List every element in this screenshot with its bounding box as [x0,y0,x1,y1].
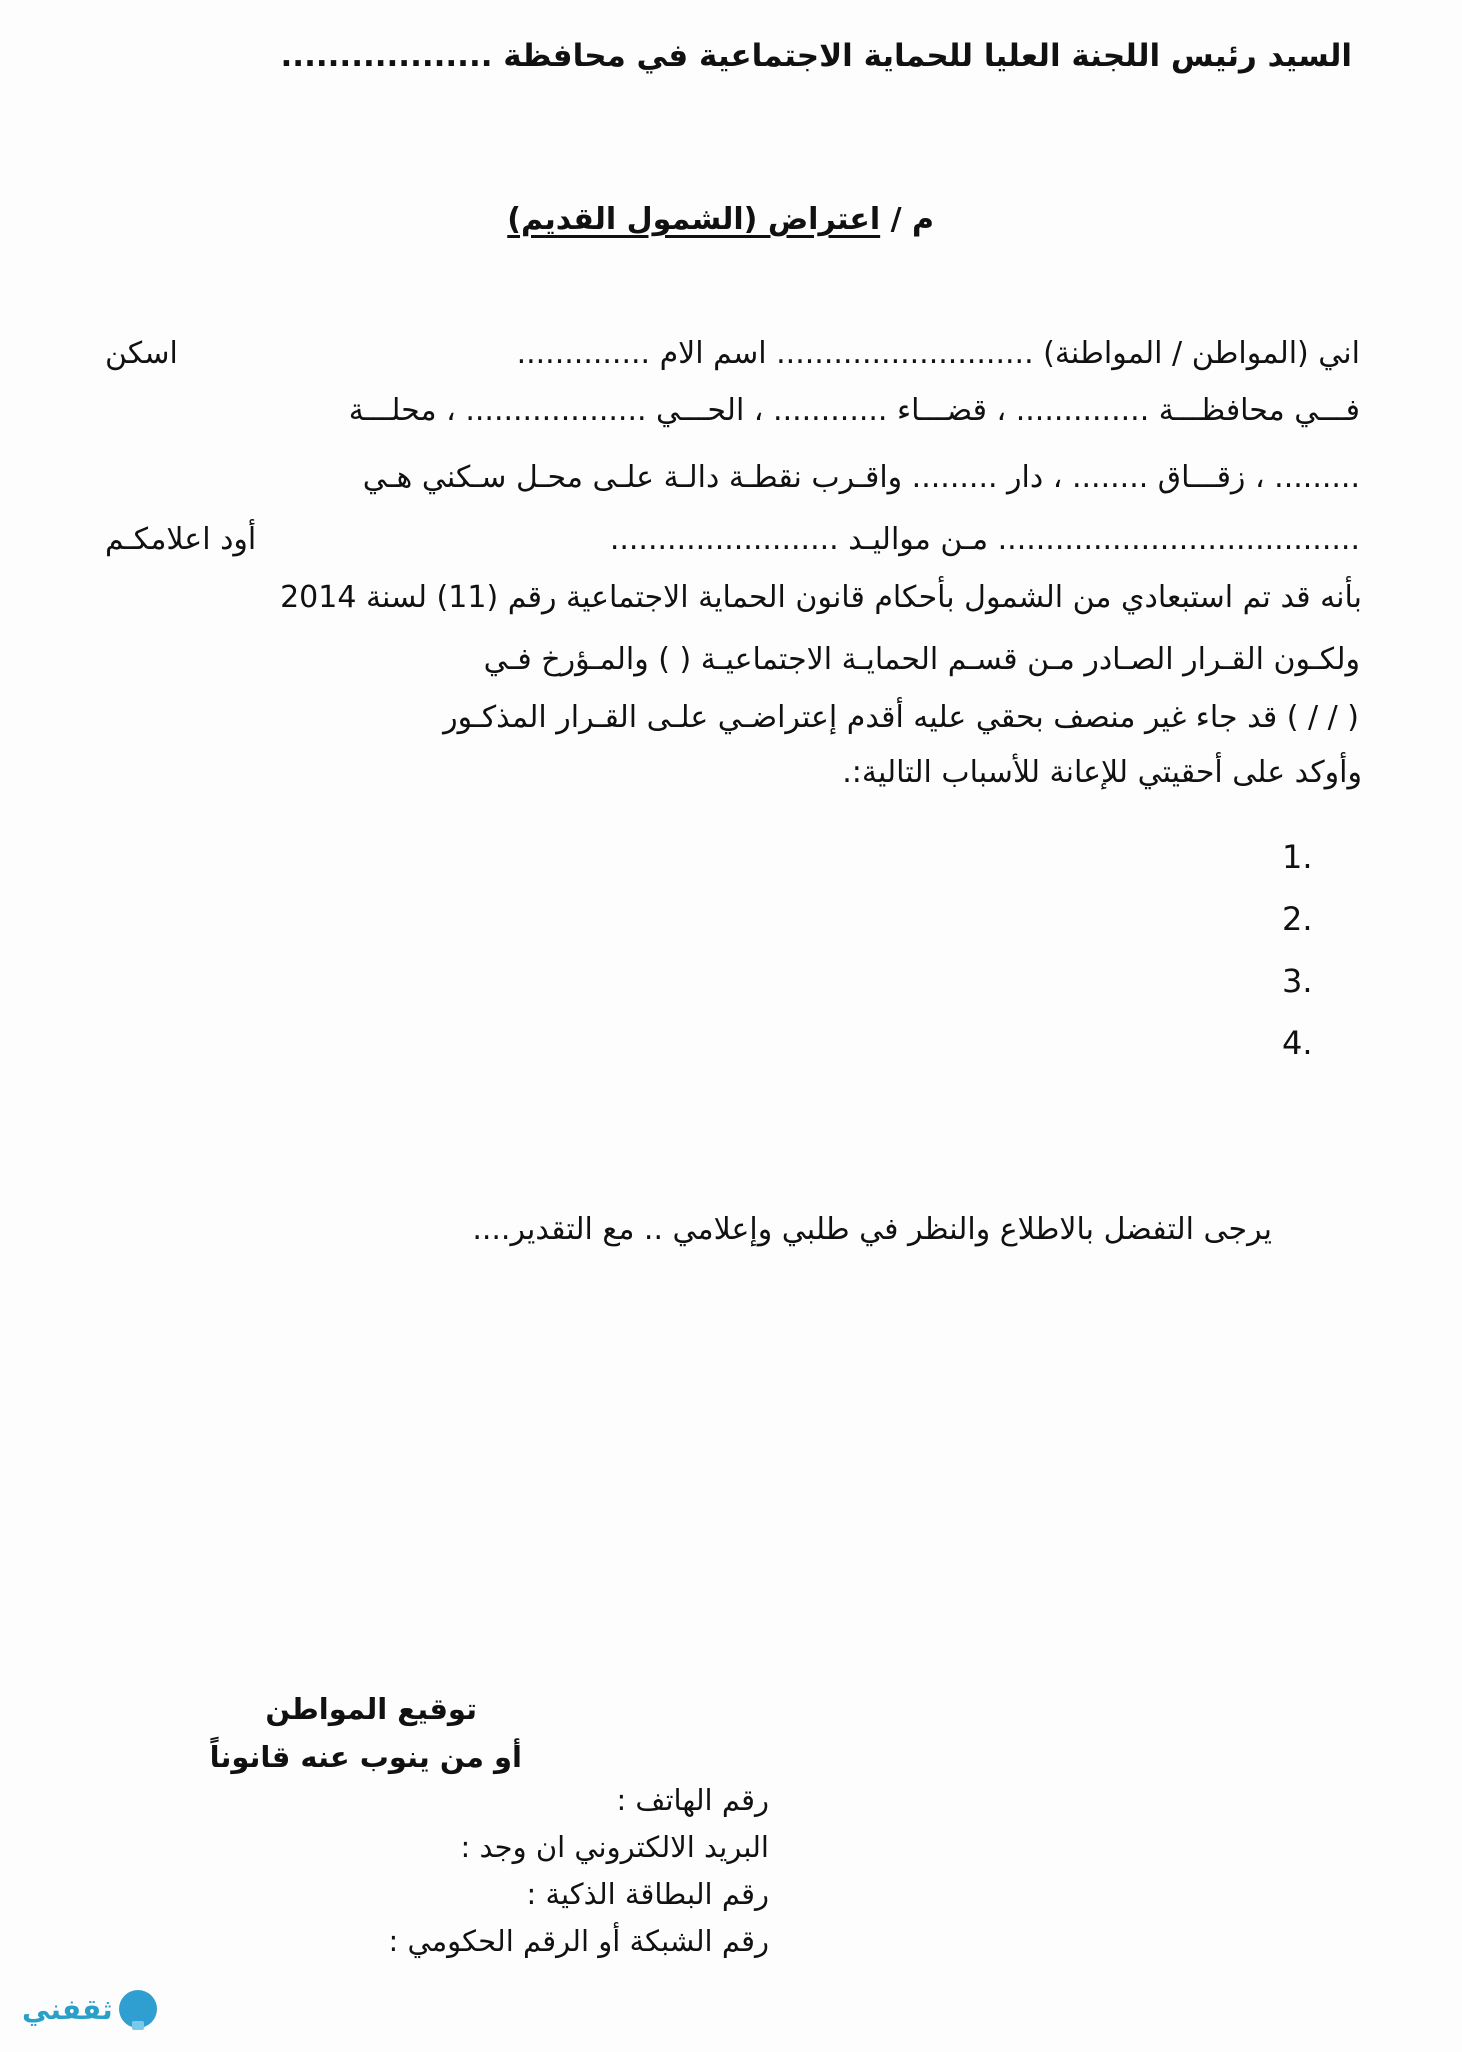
watermark-text: ثقفني [22,1992,113,2026]
subject-title: اعتراض (الشمول القديم) [507,202,881,237]
subject-prefix: م / [890,202,934,237]
form-line-landmark: ......... ، زقـــاق ........ ، دار ......... واقـرب نقطـة دالـة علـى محـل سـكني هـي [362,460,1360,495]
reason-item-1: 1. [1282,838,1313,876]
name-mother-fields: اني (المواطن / المواطنة) ........................... اسم الام .............. [516,336,1360,371]
signature-subtitle: أو من ينوب عنه قانوناً [209,1740,522,1774]
reason-item-2: 2. [1282,900,1313,938]
paragraph-line-1: بأنه قد تم استبعادي من الشمول بأحكام قانون الحماية الاجتماعية رقم (11) لسنة 2014 [280,580,1362,615]
inform-label: أود اعلامكـم [105,522,257,557]
paragraph-line-2: ولكـون القـرار الصـادر مـن قسـم الحمايـة الاجتماعيـة ( ) والمـؤرخ فـي [483,642,1360,677]
form-line-name [105,336,1360,371]
subject-line [507,202,934,237]
contact-field-email: البريد الالكتروني ان وجد : [460,1830,769,1864]
addressee-line: السيد رئيس اللجنة العليا للحماية الاجتماعية في محافظة .................. [280,38,1352,74]
reason-item-4: 4. [1282,1024,1313,1062]
watermark-logo [22,1990,157,2028]
contact-field-smartcard: رقم البطاقة الذكية : [526,1877,769,1911]
birth-fields: ...................................... مـن مواليـد ........................ [609,522,1360,557]
closing-line: يرجى التفضل بالاطلاع والنظر في طلبي وإعلامي .. مع التقدير.... [472,1212,1272,1247]
lightbulb-icon [119,1990,157,2028]
contact-field-network: رقم الشبكة أو الرقم الحكومي : [388,1924,769,1958]
paragraph-line-3: ( / / ) قد جاء غير منصف بحقي عليه أقدم إعتراضـي علـى القـرار المذكـور [443,700,1359,735]
form-line-address: فـــي محافظـــة .............. ، قضـــاء ............ ، الحـــي ................... ، محلـــة [348,393,1360,428]
form-line-birth [105,522,1360,557]
contact-field-phone: رقم الهاتف : [616,1783,769,1817]
residence-label: اسكن [105,336,178,371]
signature-title: توقيع المواطن [265,1692,477,1726]
paragraph-line-4: وأوكد على أحقيتي للإعانة للأسباب التالية:. [842,755,1362,790]
reason-item-3: 3. [1282,962,1313,1000]
